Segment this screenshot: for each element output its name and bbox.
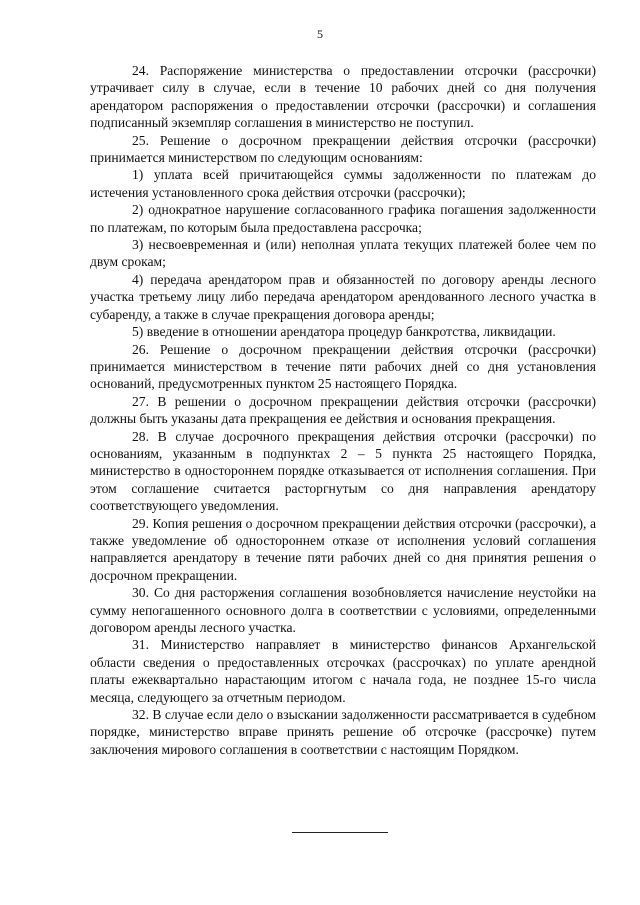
paragraph-31: 31. Министерство направляет в министерство финансов Архангельской области сведения о предоставленных отсрочках (рассрочках) по уплате арендной платы ежеквартально нарастающим итогом с начала года, не позднее 15-го числа месяца, следующего за отчетным периодом.: [90, 637, 596, 705]
paragraph-24: 24. Распоряжение министерства о предоставлении отсрочки (рассрочки) утрачивает силу в случае, если в течение 10 рабочих дней со дня получения арендатором распоряжения о предоставлении отсрочки (рассрочки) и соглашения подписанный экземпляр соглашения в министерство не поступил.: [90, 63, 596, 131]
footer-rule: [292, 832, 388, 833]
paragraph-25-item-2: 2) однократное нарушение согласованного графика погашения задолженности по платежам, по которым была предоставлена рассрочка;: [90, 202, 596, 235]
paragraph-29: 29. Копия решения о досрочном прекращении действия отсрочки (рассрочки), а также уведомление об одностороннем отказе от исполнения условий соглашения направляется арендатору в течение пяти рабочих дней со дня принятия решения о досрочном прекращении.: [90, 515, 596, 583]
paragraph-26: 26. Решение о досрочном прекращении действия отсрочки (рассрочки) принимается министерством в течение пяти рабочих дней со дня установления оснований, предусмотренных пунктом 25 настоящего Порядка.: [90, 341, 596, 392]
paragraph-25-item-4: 4) передача арендатором прав и обязанностей по договору аренды лесного участка третьему лицу либо передача арендатором арендованного лесного участка в субаренду, а также в случае прекращения договора аренды;: [90, 271, 596, 322]
paragraph-27: 27. В решении о досрочном прекращении действия отсрочки (рассрочки) должны быть указаны дата прекращения ее действия и основания прекращения.: [90, 393, 596, 427]
paragraph-32: 32. В случае если дело о взыскании задолженности рассматривается в судебном порядке, министерство вправе принять решение об отсрочке (рассрочке) путем заключения мирового соглашения в соответствии с настоящим Порядком.: [90, 707, 596, 757]
document-body: [90, 62, 596, 758]
paragraph-25-item-1: 1) уплата всей причитающейся суммы задолженности по платежам до истечения установленного срока действия отсрочки (рассрочки);: [90, 167, 596, 200]
paragraph-25-item-5: 5) введение в отношении арендатора процедур банкротства, ликвидации.: [132, 324, 556, 340]
paragraph-25: 25. Решение о досрочном прекращении действия отсрочки (рассрочки) принимается министерством по следующим основаниям:: [90, 132, 596, 166]
page-number: 5: [317, 27, 323, 41]
paragraph-30: 30. Со дня расторжения соглашения возобновляется начисление неустойки на сумму непогашенного основного долга в соответствии с условиями, определенными договором аренды лесного участка.: [90, 585, 596, 635]
paragraph-25-item-3: 3) несвоевременная и (или) неполная уплата текущих платежей более чем по двум срокам;: [90, 237, 596, 270]
paragraph-28: 28. В случае досрочного прекращения действия отсрочки (рассрочки) по основаниям, указанным в подпунктах 2 – 5 пункта 25 настоящего Порядка, министерство в одностороннем порядке отказывается от исполнения соглашения. При этом соглашение считается расторгнутым со дня направления арендатору соответствующего уведомления.: [90, 428, 596, 514]
